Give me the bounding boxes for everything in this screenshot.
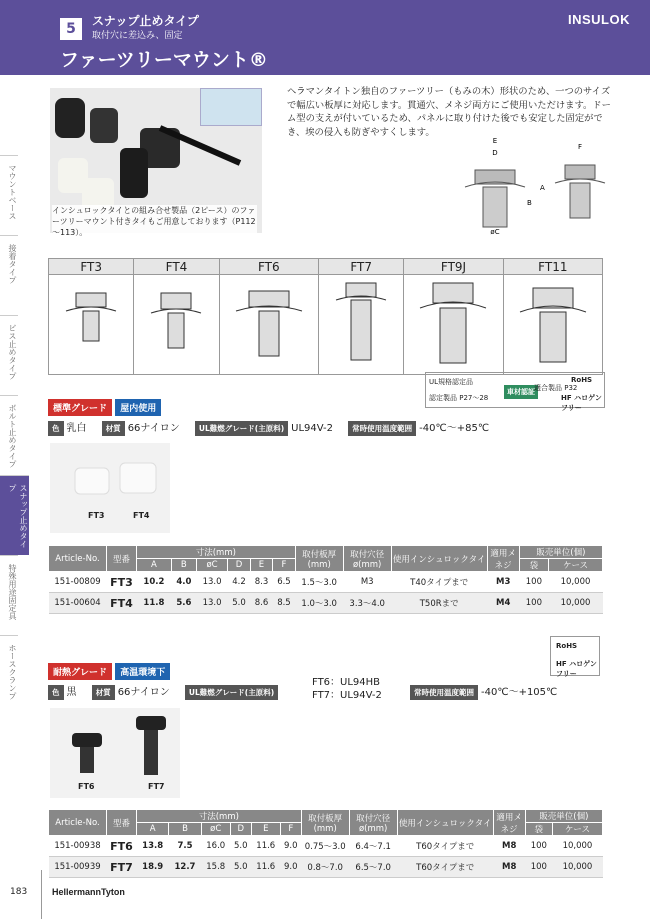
- photo-label: FT7: [148, 782, 165, 791]
- certification-box: [425, 372, 605, 412]
- rohs-mark: RoHS: [556, 642, 578, 650]
- th-dim: 寸法(mm): [137, 810, 302, 823]
- model-drawing: [404, 275, 503, 375]
- table-row: 151-00604 FT4 11.8 5.6 13.0 5.0 8.6 8.5 1.0～3.0 3.3～4.0 T50Rまで M4 100 10,000: [49, 593, 603, 614]
- th-bag: 袋: [525, 823, 552, 836]
- th-tie: 使用インシュロックタイ: [397, 810, 493, 836]
- spec-line: [48, 419, 489, 436]
- page-number: 183: [10, 887, 28, 897]
- section-number: 5: [60, 18, 82, 40]
- dim-f: F: [577, 143, 583, 151]
- th-screw: 適用メネジ: [487, 546, 519, 572]
- th-c: øC: [196, 559, 227, 572]
- ul-page: 認定製品 P27～28: [429, 394, 489, 402]
- product-photo-black: [50, 708, 180, 798]
- th-e: E: [251, 823, 280, 836]
- certification-box-2: [550, 636, 600, 676]
- ul-label: UL難燃グレード(主原料): [195, 421, 288, 436]
- brand-logo: INSULOK: [568, 12, 630, 27]
- th-case: ケース: [549, 559, 603, 572]
- th-model: 型番: [107, 810, 137, 836]
- use-tag: 屋内使用: [115, 399, 161, 416]
- side-tab-active[interactable]: スナップ止めタイプ: [0, 475, 29, 555]
- photo-label: FT4: [133, 511, 150, 520]
- spec-line-2: [48, 683, 281, 700]
- inset-photo: [200, 88, 262, 126]
- vehicle-page: 適合製品 P32: [534, 384, 578, 392]
- th-dim: 寸法(mm): [137, 546, 296, 559]
- page-title: ファーツリーマウント®: [60, 49, 268, 71]
- dim-e: E: [492, 137, 498, 145]
- side-tab[interactable]: マウントベース: [0, 155, 18, 235]
- grade-tag: 標準グレード: [48, 399, 112, 416]
- th-unit: 販売単位(個): [519, 546, 602, 559]
- th-a: A: [137, 823, 169, 836]
- material-label: 材質: [92, 685, 115, 700]
- side-tab[interactable]: ビス止めタイプ: [0, 315, 18, 395]
- th-d: D: [230, 823, 251, 836]
- material-label: 材質: [102, 421, 125, 436]
- th-hole: 取付穴径ø(mm): [343, 546, 391, 572]
- photo-label: FT3: [88, 511, 105, 520]
- th-bag: 袋: [519, 559, 548, 572]
- th-article: Article-No.: [49, 546, 107, 572]
- ul-value: FT6：UL94HB: [312, 677, 381, 688]
- model-drawing: [134, 275, 219, 375]
- th-plate: 取付板厚(mm): [301, 810, 349, 836]
- temp-line-2: [410, 683, 557, 700]
- th-case: ケース: [552, 823, 602, 836]
- temp-label: 常時使用温度範囲: [410, 685, 478, 700]
- th-unit: 販売単位(個): [525, 810, 602, 823]
- temp-value: -40℃～+85℃: [419, 423, 490, 434]
- dim-b: B: [527, 199, 532, 207]
- th-tie: 使用インシュロックタイ: [391, 546, 487, 572]
- dim-d: D: [492, 149, 498, 157]
- ul-values: [312, 676, 382, 702]
- spec-table-1: [48, 545, 603, 614]
- vehicle-mark: 車材認証: [504, 385, 538, 399]
- hf-mark: HF ハロゲンフリー: [556, 660, 597, 678]
- rohs-mark: RoHS: [571, 376, 593, 384]
- th-screw: 適用メネジ: [493, 810, 525, 836]
- section-title: スナップ止めタイプ: [92, 14, 199, 28]
- ul-value: FT7：UL94V-2: [312, 690, 382, 701]
- color-label: 色: [48, 685, 64, 700]
- th-model: 型番: [107, 546, 137, 572]
- model-name: FT7: [318, 259, 403, 275]
- th-c: øC: [201, 823, 230, 836]
- temp-value: -40℃～+105℃: [481, 687, 558, 698]
- ul-value: UL94V-2: [291, 423, 333, 434]
- th-a: A: [137, 559, 172, 572]
- color-label: 色: [48, 421, 64, 436]
- spec-table-2: [48, 809, 603, 878]
- use-tag: 高温環境下: [115, 663, 170, 680]
- side-tab[interactable]: 特殊用途固定具: [0, 555, 18, 635]
- model-drawing: [503, 275, 602, 375]
- photo-caption: インシュロックタイとの組み合せ製品（2ピース）のファーツリーマウント付きタイもご用意しております（P112～113）。: [52, 206, 256, 237]
- temp-label: 常時使用温度範囲: [348, 421, 416, 436]
- dim-a: A: [540, 184, 545, 192]
- side-tab[interactable]: 接着タイプ: [0, 235, 18, 315]
- table-row: 151-00939 FT7 18.9 12.7 15.8 5.0 11.6 9.0 0.8～7.0 6.5～7.0 T60タイプまで M8 100 10,000: [49, 857, 603, 878]
- model-drawing: [49, 275, 134, 375]
- th-e: E: [250, 559, 272, 572]
- model-name: FT11: [503, 259, 602, 275]
- header-banner: [0, 0, 650, 75]
- model-name: FT9J: [404, 259, 503, 275]
- side-index: [0, 155, 28, 715]
- th-b: B: [171, 559, 196, 572]
- model-lineup: [48, 258, 603, 375]
- dimension-diagram: [455, 135, 620, 235]
- color-value: 黒: [66, 687, 77, 698]
- th-article: Article-No.: [49, 810, 107, 836]
- model-drawing: [219, 275, 318, 375]
- hf-mark: HF ハロゲンフリー: [561, 394, 602, 412]
- th-f: F: [273, 559, 295, 572]
- photo-label: FT6: [78, 782, 95, 791]
- model-drawing: [318, 275, 403, 375]
- dim-c: øC: [490, 228, 500, 235]
- table-row: 151-00938 FT6 13.8 7.5 16.0 5.0 11.6 9.0 0.75～3.0 6.4～7.1 T60タイプまで M8 100 10,000: [49, 836, 603, 857]
- product-photo-white: [50, 443, 170, 533]
- divider: [41, 870, 42, 919]
- model-name: FT3: [49, 259, 134, 275]
- model-name: FT6: [219, 259, 318, 275]
- grade-tags: [48, 399, 161, 416]
- th-hole: 取付穴径ø(mm): [349, 810, 397, 836]
- grade-tag: 耐熱グレード: [48, 663, 112, 680]
- section-subtitle: 取付穴に差込み、固定: [92, 31, 183, 41]
- side-tab[interactable]: ホースクランプ: [0, 635, 18, 715]
- table-row: 151-00809 FT3 10.2 4.0 13.0 4.2 8.3 6.5 1.5～3.0 M3 T40タイプまで M3 100 10,000: [49, 572, 603, 593]
- color-value: 乳白: [66, 423, 87, 434]
- model-name: FT4: [134, 259, 219, 275]
- description: ヘラマンタイトン独自のファーツリー（もみの木）形状のため、一つのサイズで幅広い板厚に対応します。貫通穴、メネジ両方にご使用いただけます。ドーム型の支えが付いているため、パネルに取り付けた後でも安定した固定ができ、埃の侵入も防ぎやすくします。: [287, 86, 611, 138]
- side-tab[interactable]: ボルト止めタイプ: [0, 395, 18, 475]
- ul-label: UL難燃グレード(主原料): [185, 685, 278, 700]
- material-value: 66ナイロン: [117, 687, 170, 698]
- th-b: B: [169, 823, 201, 836]
- th-plate: 取付板厚(mm): [295, 546, 343, 572]
- footer-brand: HellermannTyton: [52, 887, 125, 897]
- th-d: D: [228, 559, 250, 572]
- grade-tags-2: [48, 663, 170, 680]
- ul-mark: UL規格認定品: [429, 378, 474, 386]
- th-f: F: [280, 823, 301, 836]
- material-value: 66ナイロン: [127, 423, 180, 434]
